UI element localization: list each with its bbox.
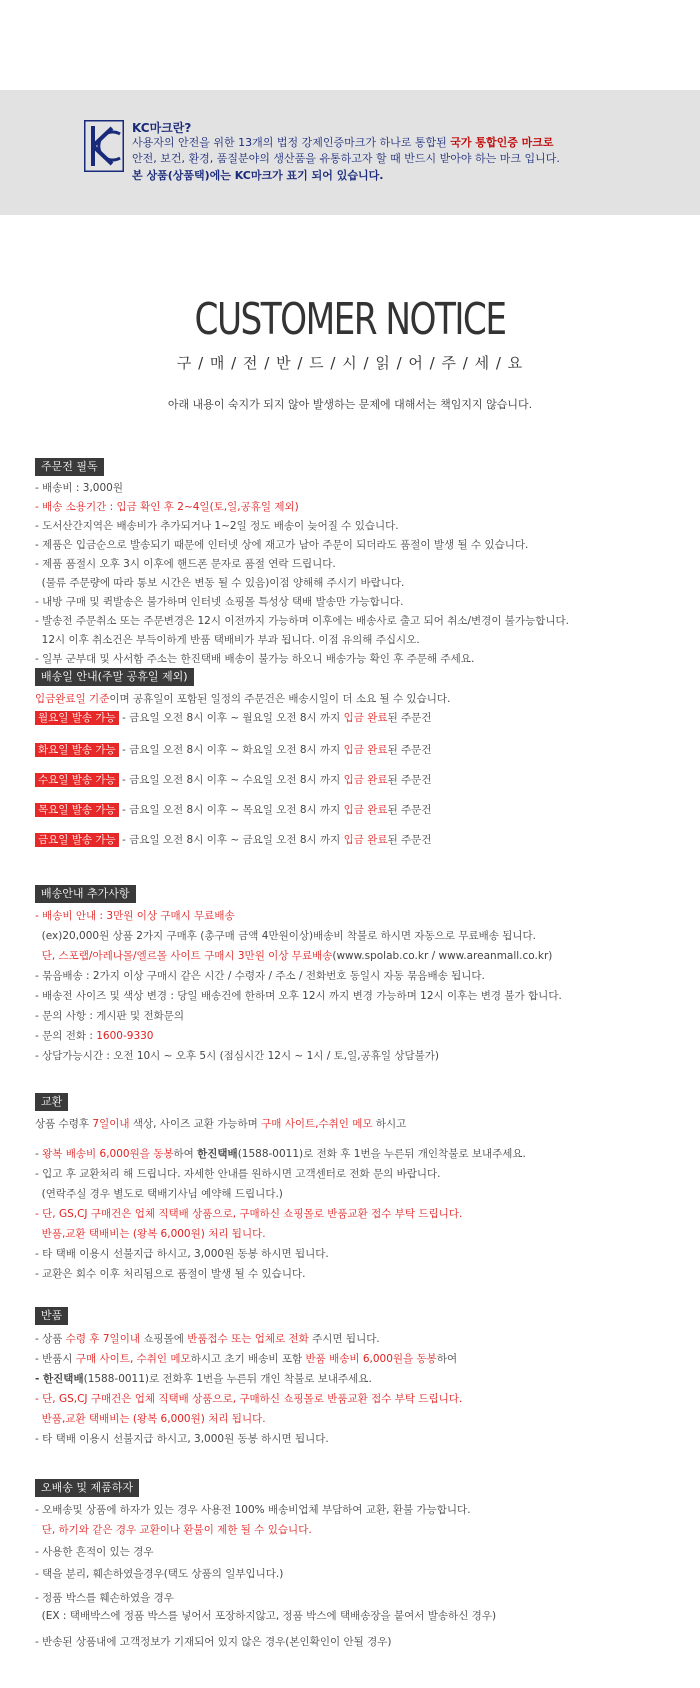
notice-line: 반품,교환 택배비는 (왕복 6,000원) 처리 됩니다. — [35, 1413, 266, 1425]
notice-line: - 문의 사항 : 게시판 및 전화문의 — [35, 1010, 185, 1022]
intro-text: 아래 내용이 숙지가 되지 않아 발생하는 문제에 대해서는 책임지지 않습니다. — [167, 398, 533, 411]
notice-line: - 타 택배 이용시 선불지급 하시고, 3,000원 동봉 하시면 됩니다. — [35, 1248, 329, 1260]
notice-line: - 배송전 사이즈 및 색상 변경 : 당일 배송건에 한하며 오후 12시 까지 변경 가능하며 12시 이후는 변경 불가 합니다. — [35, 990, 562, 1002]
section-label: 오배송 및 제품하자 — [35, 1479, 139, 1497]
kc-line-2: 안전, 보건, 환경, 품질분야의 생산품을 유통하고자 할 때 반드시 받아야 하는 마크 입니다. — [132, 152, 560, 165]
notice-line: 월요일 발송 가능 - 금요일 오전 8시 이후 ~ 월요일 오전 8시 까지 입금 완료된 주문건 — [35, 710, 431, 725]
kc-title: KC마크란? — [132, 121, 192, 135]
notice-line: 단, 스포랩/아레나몰/엘르몰 사이트 구매시 3만원 이상 무료배송(www.spolab.co.kr / www.areanmall.co.kr) — [35, 950, 553, 962]
notice-line: (물류 주문량에 따라 통보 시간은 변동 될 수 있음)이점 양해해 주시기 바랍니다. — [35, 577, 405, 589]
notice-line: - 일부 군부대 및 사서함 주소는 한진택배 배송이 불가능 하오니 배송가능 확인 후 주문해 주세요. — [35, 653, 475, 665]
notice-line: - 택을 분리, 훼손하였을경우(택도 상품의 일부입니다.) — [35, 1568, 284, 1580]
notice-line: - 정품 박스를 훼손하였을 경우 — [35, 1592, 174, 1604]
notice-line: 반품,교환 택배비는 (왕복 6,000원) 처리 됩니다. — [35, 1228, 266, 1240]
notice-line: (연락주실 경우 별도로 택배기사님 예약해 드립니다.) — [35, 1188, 283, 1200]
notice-line: - 단, GS,CJ 구매건은 업체 직택배 상품으로, 구매하신 쇼핑몰로 반품교환 접수 부탁 드립니다. — [35, 1208, 463, 1220]
notice-line: - 반송된 상품내에 고객정보가 기재되어 있지 않은 경우(본인확인이 안될 경우) — [35, 1636, 392, 1648]
notice-line: - 단, GS,CJ 구매건은 업체 직택배 상품으로, 구매하신 쇼핑몰로 반품교환 접수 부탁 드립니다. — [35, 1393, 463, 1405]
notice-line: - 배송비 안내 : 3만원 이상 구매시 무료배송 — [35, 910, 235, 922]
notice-line: 12시 이후 취소건은 부득이하게 반품 택배비가 부과 됩니다. 이점 유의해 주십시오. — [35, 634, 420, 646]
notice-line: - 묶음배송 : 2가지 이상 구매시 같은 시간 / 수령자 / 주소 / 전화번호 동일시 자동 묶음배송 됩니다. — [35, 970, 485, 982]
kc-line-3: 본 상품(상품택)에는 KC마크가 표기 되어 있습니다. — [132, 169, 384, 182]
notice-line: (ex)20,000원 상품 2가지 구매후 (총구매 금액 4만원이상)배송비 착불로 하시면 자동으로 무료배송 됩니다. — [35, 930, 536, 942]
notice-line: - 한진택배(1588-0011)로 전화후 1번을 누른뒤 개인 착불로 보내주세요. — [35, 1373, 372, 1385]
notice-line: 수요일 발송 가능 - 금요일 오전 8시 이후 ~ 수요일 오전 8시 까지 입금 완료된 주문건 — [35, 772, 431, 787]
notice-line: 단, 하기와 같은 경우 교환이나 환불이 제한 될 수 있습니다. — [35, 1524, 312, 1536]
notice-line: - 제품은 입금순으로 발송되기 때문에 인터넷 상에 재고가 남아 주문이 되더라도 품절이 발생 될 수 있습니다. — [35, 539, 529, 551]
notice-line: - 도서산간지역은 배송비가 추가되거나 1~2일 정도 배송이 늦어질 수 있습니다. — [35, 520, 399, 532]
notice-line: - 입고 후 교환처리 해 드립니다. 자세한 안내를 원하시면 고객센터로 전화 문의 바랍니다. — [35, 1168, 441, 1180]
section-label: 주문전 필독 — [35, 458, 104, 476]
section-label: 교환 — [35, 1093, 68, 1111]
page-subtitle: 구 / 매 / 전 / 반 / 드 / 시 / 읽 / 어 / 주 / 세 / 요 — [176, 354, 524, 372]
notice-line: - 반품시 구매 사이트, 수취인 메모하시고 초기 배송비 포함 반품 배송비 6,000원을 동봉하여 — [35, 1353, 458, 1365]
notice-line: - 배송 소용기간 : 입금 확인 후 2~4일(토,일,공휴일 제외) — [35, 501, 299, 513]
section-label: 반품 — [35, 1307, 68, 1325]
notice-line: - 배송비 : 3,000원 — [35, 482, 123, 494]
notice-line: - 교환은 회수 이후 처리됨으로 품절이 발생 될 수 있습니다. — [35, 1268, 306, 1280]
notice-line: - 내방 구매 및 퀵발송은 불가하며 인터넷 쇼핑몰 특성상 택배 발송만 가능합니다. — [35, 596, 404, 608]
kc-mark-icon — [84, 120, 124, 172]
section-label: 배송안내 추가사항 — [35, 885, 136, 903]
notice-line: 목요일 발송 가능 - 금요일 오전 8시 이후 ~ 목요일 오전 8시 까지 입금 완료된 주문건 — [35, 802, 431, 817]
kc-banner — [0, 90, 700, 215]
notice-line: - 상품 수령 후 7일이내 쇼핑몰에 반품접수 또는 업체로 전화 주시면 됩니다. — [35, 1333, 380, 1345]
notice-line: (EX : 택배박스에 정품 박스를 넣어서 포장하지않고, 정품 박스에 택배송장을 붙여서 발송하신 경우) — [35, 1610, 497, 1622]
notice-line: - 발송전 주문취소 또는 주문변경은 12시 이전까지 가능하며 이후에는 배송사로 출고 되어 취소/변경이 불가능합니다. — [35, 615, 569, 627]
kc-line-1: 사용자의 안전을 위한 13개의 법정 강제인증마크가 하나로 통합된 국가 통합인증 마크로 — [132, 136, 554, 149]
notice-line: - 상담가능시간 : 오전 10시 ~ 오후 5시 (점심시간 12시 ~ 1시 / 토,일,공휴일 상담불가) — [35, 1050, 439, 1062]
notice-line: 금요일 발송 가능 - 금요일 오전 8시 이후 ~ 금요일 오전 8시 까지 입금 완료된 주문건 — [35, 832, 431, 847]
notice-line: 입금완료일 기준이며 공휴일이 포함된 일정의 주문건은 배송시일이 더 소요 될 수 있습니다. — [35, 693, 451, 705]
notice-line: - 제품 품절시 오후 3시 이후에 핸드폰 문자로 품절 연락 드립니다. — [35, 558, 336, 570]
section-label: 배송일 안내(주말 공휴일 제외) — [35, 668, 194, 686]
page-title: CUSTOMER NOTICE — [194, 294, 506, 345]
notice-line: 상품 수령후 7일이내 색상, 사이즈 교환 가능하며 구매 사이트,수취인 메모 하시고 — [35, 1118, 407, 1130]
notice-line: - 타 택배 이용시 선불지급 하시고, 3,000원 동봉 하시면 됩니다. — [35, 1433, 329, 1445]
notice-line: - 왕복 배송비 6,000원을 동봉하여 한진택배(1588-0011)로 전화 후 1번을 누른뒤 개인착불로 보내주세요. — [35, 1148, 526, 1160]
notice-line: - 사용한 흔적이 있는 경우 — [35, 1546, 154, 1558]
notice-line: - 문의 전화 : 1600-9330 — [35, 1030, 154, 1042]
notice-line: 화요일 발송 가능 - 금요일 오전 8시 이후 ~ 화요일 오전 8시 까지 입금 완료된 주문건 — [35, 742, 431, 757]
notice-line: - 오배송및 상품에 하자가 있는 경우 사용전 100% 배송비업체 부담하여 교환, 환불 가능합니다. — [35, 1504, 471, 1516]
